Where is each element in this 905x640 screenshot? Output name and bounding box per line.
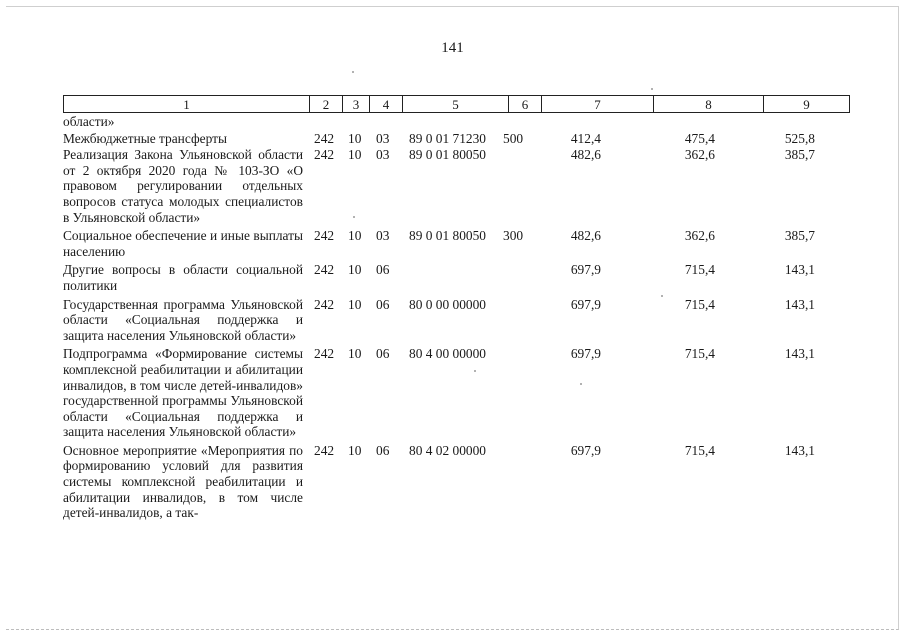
row-col-8: 475,4 — [684, 130, 715, 146]
table-row — [63, 114, 848, 130]
scan-speck — [474, 370, 476, 372]
row-col-8: 715,4 — [684, 442, 715, 458]
table-row — [63, 443, 848, 521]
scan-speck — [353, 216, 355, 218]
row-col-3: 10 — [348, 296, 362, 312]
row-col-9: 143,1 — [784, 262, 815, 278]
scan-speck — [352, 71, 354, 73]
row-col-2: 242 — [314, 130, 335, 146]
row-col-5: 89 0 01 80050 — [409, 147, 486, 163]
scan-speck — [661, 295, 663, 297]
row-col-4: 03 — [376, 130, 390, 146]
table-row — [63, 346, 848, 440]
row-col-2: 242 — [314, 262, 335, 278]
row-col-5: 80 4 02 00000 — [409, 442, 486, 458]
header-col-7: 7 — [541, 96, 653, 112]
scan-speck — [651, 88, 653, 90]
table-row — [63, 147, 848, 225]
row-col-4: 03 — [376, 228, 390, 244]
header-col-3: 3 — [342, 96, 369, 112]
row-col-8: 715,4 — [684, 262, 715, 278]
row-description: области» — [63, 114, 115, 129]
row-col-9: 385,7 — [784, 228, 815, 244]
row-col-5: 89 0 01 71230 — [409, 130, 486, 146]
row-col-7: 697,9 — [570, 346, 601, 362]
row-col-8: 715,4 — [684, 346, 715, 362]
table-row — [63, 297, 848, 344]
row-col-5: 80 0 00 00000 — [409, 296, 486, 312]
page-number: 141 — [441, 40, 464, 56]
row-col-7: 697,9 — [570, 442, 601, 458]
row-col-2: 242 — [314, 346, 335, 362]
row-description: Подпрограмма «Формирование системы комплексной реабилитации и абилитации инвалидов, в том числе детей-инвалидов» государственной программы Ульяновской области «Социальная поддержка и защита населения Ульяновской области» — [63, 346, 303, 440]
row-col-2: 242 — [314, 442, 335, 458]
row-col-3: 10 — [348, 442, 362, 458]
row-col-4: 06 — [376, 296, 390, 312]
row-col-9: 385,7 — [784, 147, 815, 163]
row-col-8: 362,6 — [684, 147, 715, 163]
row-description: Основное мероприятие «Мероприятия по формированию условий для развития системы комплексной реабилитации и абилитации инвалидов, в том числе детей-инвалидов, а так- — [63, 442, 303, 521]
header-col-2: 2 — [309, 96, 342, 112]
row-col-4: 06 — [376, 346, 390, 362]
row-col-3: 10 — [348, 262, 362, 278]
row-col-5: 80 4 00 00000 — [409, 346, 486, 362]
row-col-8: 715,4 — [684, 296, 715, 312]
row-col-7: 412,4 — [570, 130, 601, 146]
header-col-5: 5 — [402, 96, 508, 112]
row-col-7: 697,9 — [570, 262, 601, 278]
table-row — [63, 228, 848, 259]
table-body — [63, 114, 848, 521]
row-col-9: 143,1 — [784, 346, 815, 362]
table-row — [63, 131, 848, 147]
scan-speck — [580, 383, 582, 385]
row-col-8: 362,6 — [684, 228, 715, 244]
row-col-9: 525,8 — [784, 130, 815, 146]
row-col-4: 06 — [376, 262, 390, 278]
row-col-3: 10 — [348, 130, 362, 146]
row-col-6: 300 — [503, 228, 524, 244]
row-col-5: 89 0 01 80050 — [409, 228, 486, 244]
row-col-9: 143,1 — [784, 296, 815, 312]
header-col-4: 4 — [369, 96, 402, 112]
row-description: Реализация Закона Ульяновской области от 2 октября 2020 года № 103-ЗО «О правовом регулировании отдельных вопросов статуса молодых специалистов в Ульяновской области» — [63, 147, 303, 225]
header-col-1: 1 — [183, 97, 190, 112]
header-col-8: 8 — [653, 96, 763, 112]
table-header — [63, 95, 850, 113]
row-col-4: 03 — [376, 147, 390, 163]
row-col-4: 06 — [376, 442, 390, 458]
row-col-7: 482,6 — [570, 147, 601, 163]
row-col-7: 697,9 — [570, 296, 601, 312]
row-description: Межбюджетные трансферты — [63, 130, 227, 146]
row-col-3: 10 — [348, 147, 362, 163]
row-description: Государственная программа Ульяновской области «Социальная поддержка и защита населения Ульяновской области» — [63, 296, 303, 343]
row-col-2: 242 — [314, 296, 335, 312]
row-col-2: 242 — [314, 147, 335, 163]
row-description: Социальное обеспечение и иные выплаты населению — [63, 228, 303, 259]
header-col-6: 6 — [508, 96, 541, 112]
row-col-7: 482,6 — [570, 228, 601, 244]
row-col-6: 500 — [503, 130, 524, 146]
row-description: Другие вопросы в области социальной политики — [63, 262, 303, 293]
table-row — [63, 262, 848, 293]
row-col-3: 10 — [348, 346, 362, 362]
row-col-9: 143,1 — [784, 442, 815, 458]
row-col-2: 242 — [314, 228, 335, 244]
header-col-9: 9 — [763, 96, 849, 112]
row-col-3: 10 — [348, 228, 362, 244]
